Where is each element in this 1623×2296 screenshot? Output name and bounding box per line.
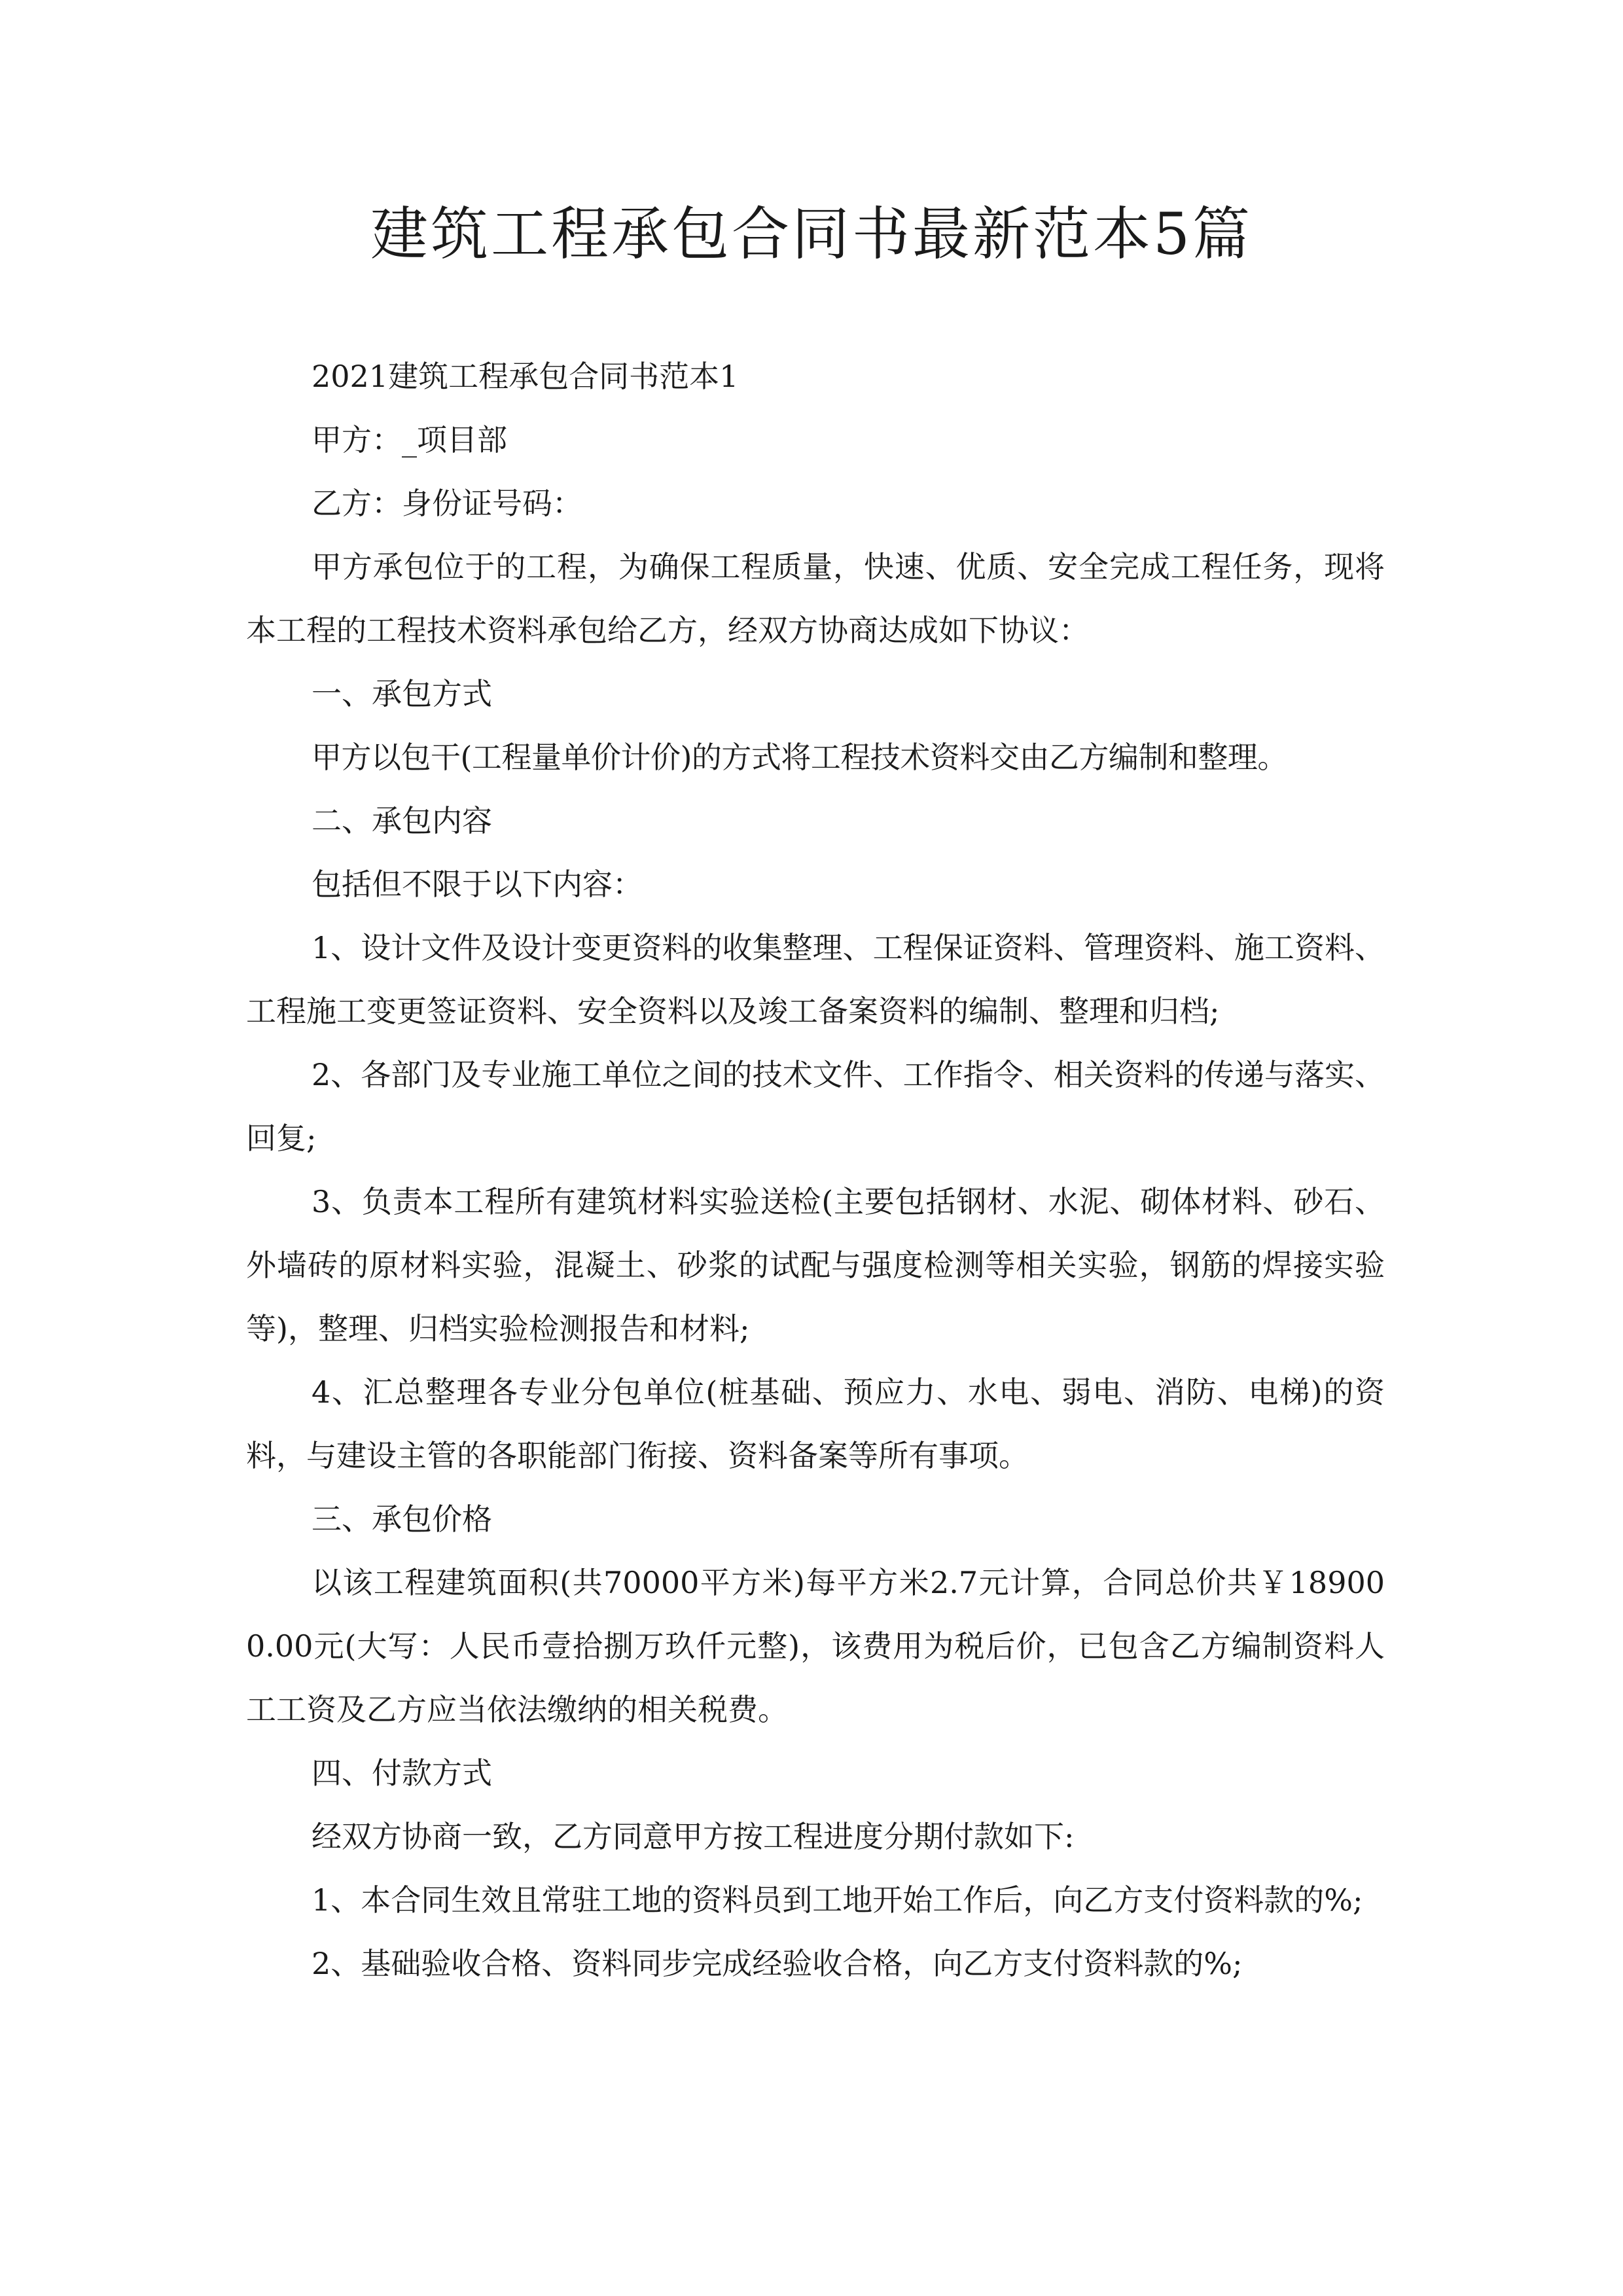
- section-heading-4: 四、付款方式: [312, 1755, 492, 1791]
- list-item-scope-1: 1、设计文件及设计变更资料的收集整理、工程保证资料、管理资料、施工资料、工程施工变更签证资料、安全资料以及竣工备案资料的编制、整理和归档;: [246, 930, 1385, 1029]
- paragraph-intro: 甲方承包位于的工程，为确保工程质量，快速、优质、安全完成工程任务，现将本工程的工程技术资料承包给乙方，经双方协商达成如下协议：: [246, 549, 1385, 648]
- paragraph-party-b: 乙方：身份证号码：: [312, 486, 582, 521]
- list-item-scope-2: 2、各部门及专业施工单位之间的技术文件、工作指令、相关资料的传递与落实、回复;: [246, 1057, 1385, 1156]
- section-heading-2: 二、承包内容: [312, 803, 492, 838]
- paragraph-heading-sample: 2021建筑工程承包合同书范本1: [312, 359, 739, 394]
- section-heading-3: 三、承包价格: [312, 1501, 492, 1537]
- list-item-payment-1: 1、本合同生效且常驻工地的资料员到工地开始工作后，向乙方支付资料款的%;: [312, 1882, 1363, 1918]
- section-heading-1: 一、承包方式: [312, 676, 492, 711]
- document-title: 建筑工程承包合同书最新范本5篇: [370, 200, 1253, 268]
- paragraph-party-a: 甲方：_项目部: [312, 422, 507, 457]
- list-item-scope-4: 4、汇总整理各专业分包单位(桩基础、预应力、水电、弱电、消防、电梯)的资料，与建设主管的各职能部门衔接、资料备案等所有事项。: [246, 1374, 1385, 1473]
- list-item-payment-2: 2、基础验收合格、资料同步完成经验收合格，向乙方支付资料款的%;: [312, 1946, 1243, 1981]
- document-body: [246, 345, 1385, 1996]
- list-item-scope-3: 3、负责本工程所有建筑材料实验送检(主要包括钢材、水泥、砌体材料、砂石、外墙砖的原材料实验，混凝土、砂浆的试配与强度检测等相关实验，钢筋的焊接实验等)，整理、归档实验检测报告和材料;: [246, 1184, 1385, 1346]
- paragraph-method: 甲方以包干(工程量单价计价)的方式将工程技术资料交由乙方编制和整理。: [312, 740, 1287, 775]
- paragraph-payment-intro: 经双方协商一致，乙方同意甲方按工程进度分期付款如下:: [312, 1819, 1075, 1854]
- paragraph-scope-intro: 包括但不限于以下内容：: [312, 867, 643, 902]
- paragraph-price: 以该工程建筑面积(共70000平方米)每平方米2.7元计算，合同总价共￥189000.00元(大写：人民币壹拾捌万玖仟元整)，该费用为税后价，已包含乙方编制资料人工工资及乙方应当依法缴纳的相关税费。: [246, 1565, 1385, 1727]
